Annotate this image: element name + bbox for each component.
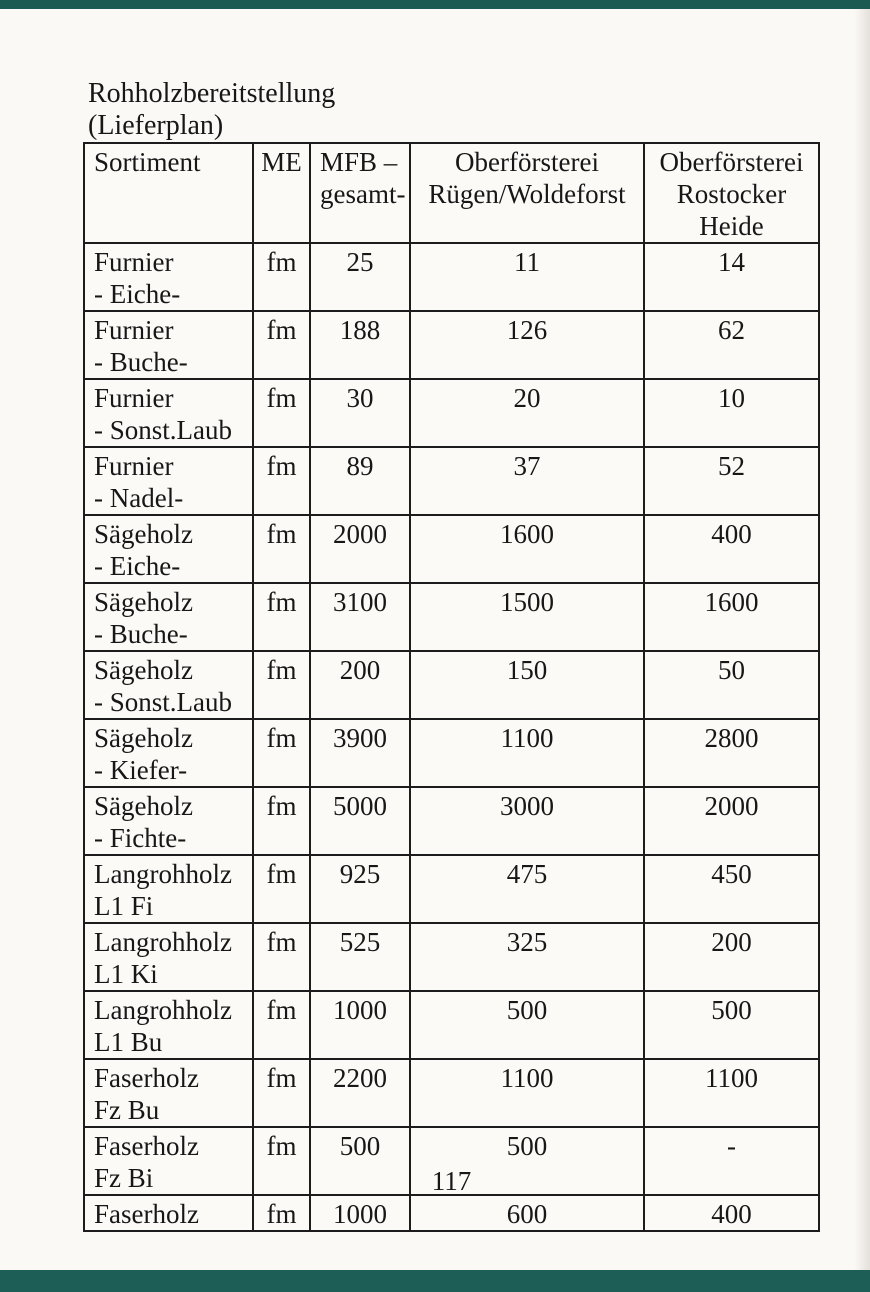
cell-me: fm bbox=[254, 856, 311, 924]
page-edge-shadow bbox=[854, 9, 870, 1270]
table-row bbox=[85, 924, 818, 992]
cell-rostock: 200 bbox=[645, 924, 818, 992]
cell-ruegen: 20 bbox=[411, 380, 645, 448]
sortiment-line1: Faserholz bbox=[94, 1063, 199, 1093]
cell-sortiment bbox=[85, 856, 254, 924]
cell-rostock: 14 bbox=[645, 244, 818, 312]
cell-mfb: 1000 bbox=[311, 1196, 411, 1230]
cell-me: fm bbox=[254, 448, 311, 516]
cell-me: fm bbox=[254, 720, 311, 788]
document-title bbox=[88, 78, 335, 142]
cell-rostock: 2800 bbox=[645, 720, 818, 788]
cell-ruegen: 1500 bbox=[411, 584, 645, 652]
cell-sortiment bbox=[85, 516, 254, 584]
cell-mfb: 925 bbox=[311, 856, 411, 924]
cell-mfb: 188 bbox=[311, 312, 411, 380]
cell-sortiment bbox=[85, 312, 254, 380]
cell-me: fm bbox=[254, 584, 311, 652]
sortiment-line2: - Eiche- bbox=[94, 551, 181, 581]
header-oberfoersterei-ruegen bbox=[411, 144, 645, 244]
table-row bbox=[85, 312, 818, 380]
cell-me: fm bbox=[254, 516, 311, 584]
header-me: ME bbox=[254, 144, 311, 244]
table-row bbox=[85, 652, 818, 720]
cell-sortiment bbox=[85, 924, 254, 992]
cell-ruegen: 1100 bbox=[411, 1060, 645, 1128]
cell-me: fm bbox=[254, 992, 311, 1060]
cell-ruegen: 1600 bbox=[411, 516, 645, 584]
sortiment-line1: Langrohholz bbox=[94, 927, 232, 957]
cell-mfb: 30 bbox=[311, 380, 411, 448]
cell-ruegen: 500 bbox=[411, 992, 645, 1060]
table-row bbox=[85, 1060, 818, 1128]
sortiment-line2: - Buche- bbox=[94, 347, 188, 377]
delivery-plan-table bbox=[83, 142, 820, 1232]
cell-mfb: 525 bbox=[311, 924, 411, 992]
sortiment-line1: Sägeholz bbox=[94, 723, 193, 753]
title-line1: Rohholzbereitstellung bbox=[88, 78, 336, 109]
header-mfb bbox=[311, 144, 411, 244]
cell-me: fm bbox=[254, 1196, 311, 1230]
sortiment-line2: L1 Ki bbox=[94, 959, 158, 989]
scan-edge-top bbox=[0, 0, 870, 9]
table-row bbox=[85, 720, 818, 788]
cell-me: fm bbox=[254, 380, 311, 448]
cell-ruegen: 325 bbox=[411, 924, 645, 992]
cell-mfb: 25 bbox=[311, 244, 411, 312]
table-row-truncated bbox=[85, 1196, 818, 1230]
cell-rostock: 10 bbox=[645, 380, 818, 448]
cell-mfb: 200 bbox=[311, 652, 411, 720]
sortiment-line1: Sägeholz bbox=[94, 655, 193, 685]
sortiment-line2: - Sonst.Laub bbox=[94, 687, 232, 717]
cell-ruegen: 37 bbox=[411, 448, 645, 516]
header-col4-line1: Oberförsterei bbox=[455, 147, 599, 177]
cell-rostock: 450 bbox=[645, 856, 818, 924]
cell-me: fm bbox=[254, 312, 311, 380]
cell-ruegen: 150 bbox=[411, 652, 645, 720]
sortiment-line1: Langrohholz bbox=[94, 995, 232, 1025]
sortiment-line1: Sägeholz bbox=[94, 791, 193, 821]
cell-sortiment bbox=[85, 380, 254, 448]
sortiment-line2: Fz Bi bbox=[94, 1163, 154, 1193]
sortiment-line1: Sägeholz bbox=[94, 519, 193, 549]
cell-ruegen: 126 bbox=[411, 312, 645, 380]
cell-mfb: 1000 bbox=[311, 992, 411, 1060]
table-row bbox=[85, 244, 818, 312]
cell-sortiment bbox=[85, 788, 254, 856]
cell-sortiment bbox=[85, 244, 254, 312]
header-sortiment: Sortiment bbox=[85, 144, 254, 244]
cell-me: fm bbox=[254, 244, 311, 312]
cell-rostock: - bbox=[645, 1128, 818, 1196]
cell-mfb: 2200 bbox=[311, 1060, 411, 1128]
cell-rostock: 62 bbox=[645, 312, 818, 380]
cell-mfb: 3900 bbox=[311, 720, 411, 788]
cell-ruegen: 1100 bbox=[411, 720, 645, 788]
cell-rostock: 400 bbox=[645, 516, 818, 584]
cell-rostock: 50 bbox=[645, 652, 818, 720]
sortiment-line1: Furnier bbox=[94, 315, 174, 345]
cell-sortiment bbox=[85, 1196, 254, 1230]
page-number: 117 bbox=[431, 1166, 472, 1196]
cell-sortiment bbox=[85, 652, 254, 720]
sortiment-line2: - Sonst.Laub bbox=[94, 415, 232, 445]
header-oberfoersterei-rostock bbox=[645, 144, 818, 244]
sortiment-line2: Fz Bu bbox=[94, 1095, 160, 1125]
table-row bbox=[85, 448, 818, 516]
cell-sortiment bbox=[85, 720, 254, 788]
cell-rostock: 500 bbox=[645, 992, 818, 1060]
sortiment-line1: Langrohholz bbox=[94, 859, 232, 889]
table-row bbox=[85, 788, 818, 856]
cell-me: fm bbox=[254, 1060, 311, 1128]
header-col5-line1: Oberförsterei bbox=[659, 147, 804, 177]
cell-ruegen: 3000 bbox=[411, 788, 645, 856]
cell-rostock: 400 bbox=[711, 1199, 752, 1229]
sortiment-line2: L1 Bu bbox=[94, 1027, 163, 1057]
sortiment-line2: - Eiche- bbox=[94, 279, 181, 309]
header-mfb-line1: MFB – bbox=[320, 147, 398, 177]
title-line2: (Lieferplan) bbox=[88, 110, 224, 141]
sortiment-line1: Faserholz bbox=[94, 1131, 199, 1161]
cell-rostock: 2000 bbox=[645, 788, 818, 856]
table-header-row bbox=[85, 144, 818, 244]
sortiment-line1: Faserholz bbox=[94, 1199, 199, 1229]
table-row bbox=[85, 516, 818, 584]
cell-mfb: 2000 bbox=[311, 516, 411, 584]
sortiment-line2: L1 Fi bbox=[94, 891, 154, 921]
cell-ruegen: 11 bbox=[411, 244, 645, 312]
cell-sortiment bbox=[85, 1060, 254, 1128]
cell-mfb: 3100 bbox=[311, 584, 411, 652]
table-row bbox=[85, 584, 818, 652]
cell-mfb: 89 bbox=[311, 448, 411, 516]
cell-mfb: 5000 bbox=[311, 788, 411, 856]
header-col5-line2: Rostocker bbox=[676, 179, 787, 209]
cell-ruegen: 500 bbox=[411, 1128, 645, 1196]
sortiment-line1: Furnier bbox=[94, 383, 174, 413]
cell-me: fm bbox=[254, 1128, 311, 1196]
cell-sortiment bbox=[85, 584, 254, 652]
table-row bbox=[85, 992, 818, 1060]
cell-mfb: 500 bbox=[311, 1128, 411, 1196]
sortiment-line1: Sägeholz bbox=[94, 587, 193, 617]
cell-ruegen: 600 bbox=[411, 1196, 645, 1230]
cell-ruegen: 475 bbox=[411, 856, 645, 924]
header-mfb-line2: gesamt- bbox=[320, 179, 406, 209]
sortiment-line2: - Kiefer- bbox=[94, 755, 188, 785]
cell-rostock: 1100 bbox=[645, 1060, 818, 1128]
header-col5-line3: Heide bbox=[699, 211, 764, 241]
scan-edge-bottom bbox=[0, 1270, 870, 1292]
cell-rostock: 1600 bbox=[645, 584, 818, 652]
table-row bbox=[85, 380, 818, 448]
cell-sortiment bbox=[85, 992, 254, 1060]
sortiment-line2: - Fichte- bbox=[94, 823, 187, 853]
sortiment-line2: - Nadel- bbox=[94, 483, 184, 513]
cell-me: fm bbox=[254, 924, 311, 992]
cell-me: fm bbox=[254, 788, 311, 856]
header-col4-line2: Rügen/Woldeforst bbox=[428, 179, 626, 209]
sortiment-line2: - Buche- bbox=[94, 619, 188, 649]
sortiment-line1: Furnier bbox=[94, 451, 174, 481]
sortiment-line1: Furnier bbox=[94, 247, 174, 277]
cell-me: fm bbox=[254, 652, 311, 720]
table-row bbox=[85, 856, 818, 924]
cell-sortiment bbox=[85, 448, 254, 516]
cell-rostock: 52 bbox=[645, 448, 818, 516]
